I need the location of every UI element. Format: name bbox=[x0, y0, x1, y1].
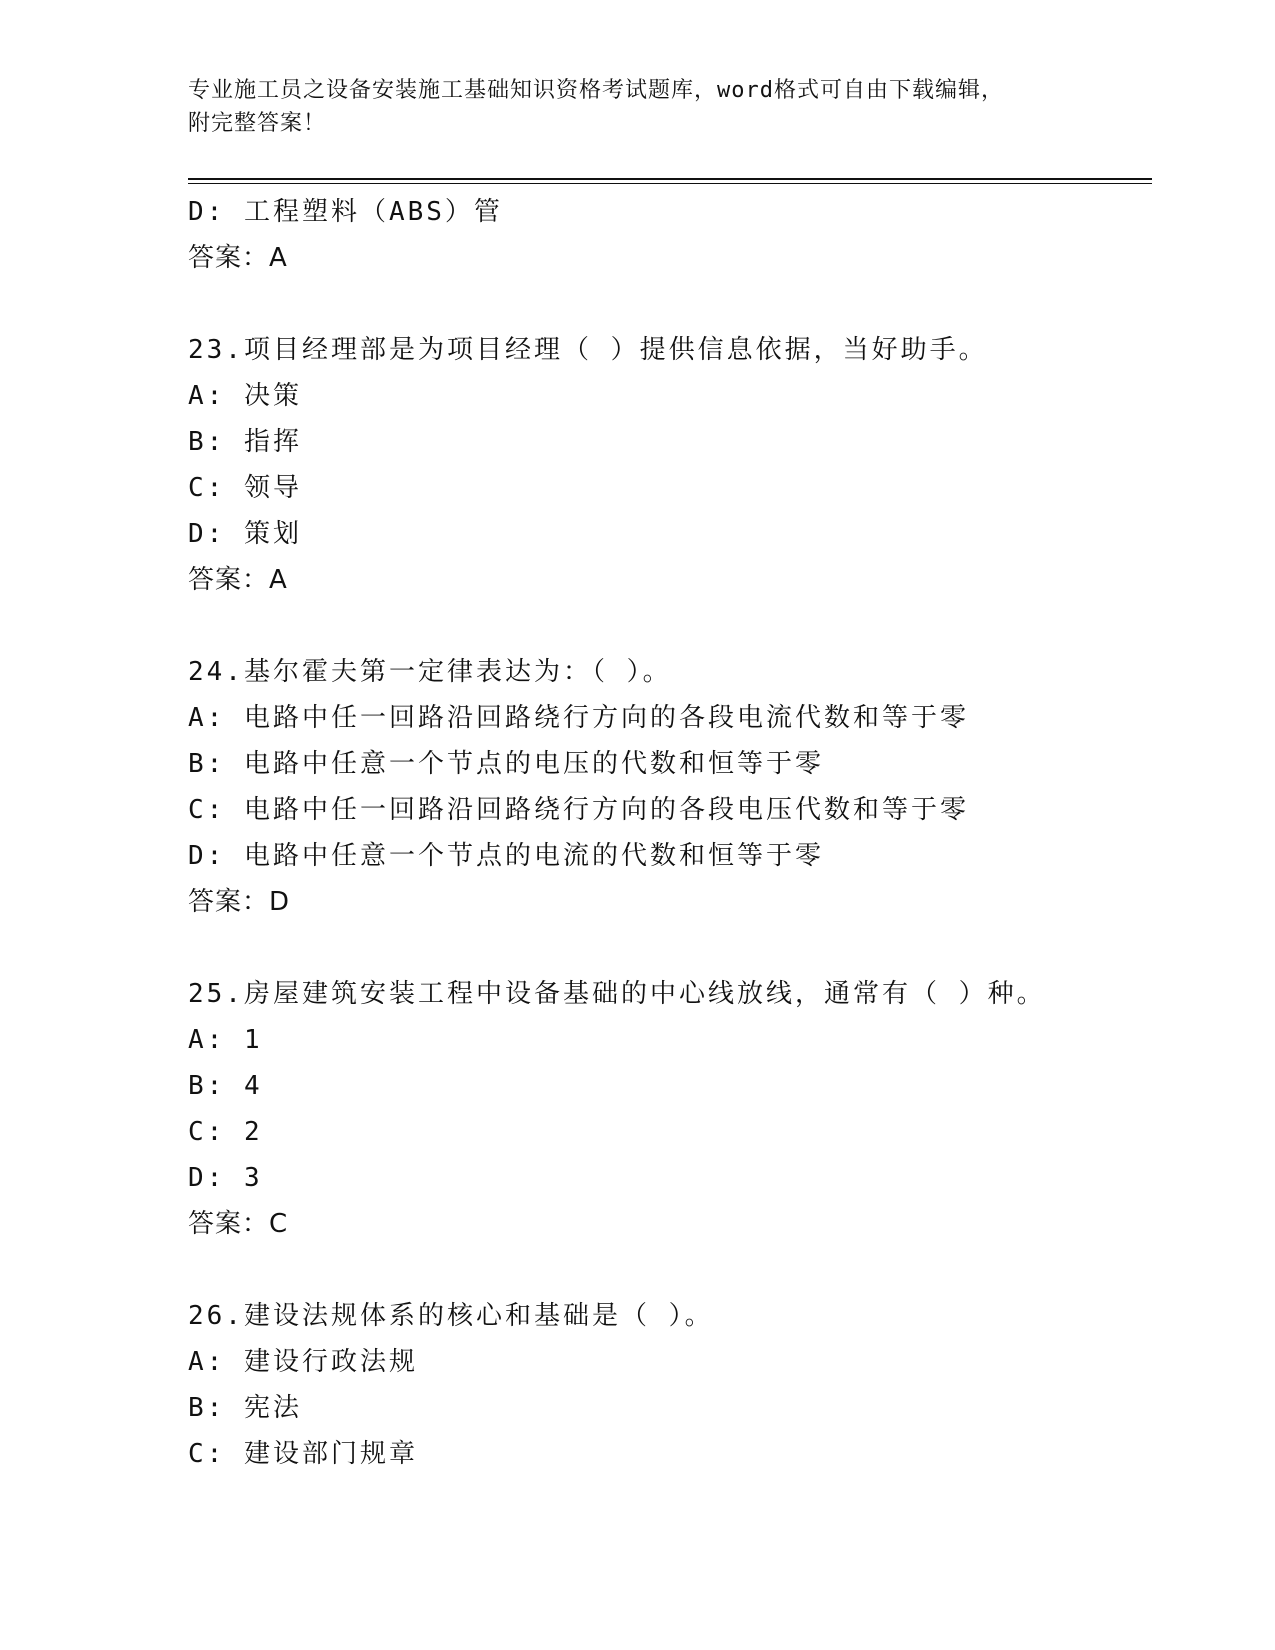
option-a: A: 决策 bbox=[188, 381, 302, 411]
option-d: D: 策划 bbox=[188, 519, 302, 549]
question-24 bbox=[188, 649, 1152, 925]
answer: 答案：A bbox=[188, 243, 288, 273]
spacer bbox=[188, 603, 1152, 649]
header-divider-thick bbox=[188, 178, 1152, 180]
header-divider-thin bbox=[188, 183, 1152, 184]
answer: 答案：A bbox=[188, 565, 288, 595]
question-list bbox=[188, 189, 1152, 1477]
spacer bbox=[188, 281, 1152, 327]
option-d: D: 电路中任意一个节点的电流的代数和恒等于零 bbox=[188, 841, 824, 871]
question-23 bbox=[188, 327, 1152, 603]
option-c: C: 电路中任一回路沿回路绕行方向的各段电压代数和等于零 bbox=[188, 795, 969, 825]
header-line-2: 附完整答案！ bbox=[188, 111, 327, 136]
option-d: D: 工程塑料（ABS）管 bbox=[188, 197, 503, 227]
spacer bbox=[188, 1247, 1152, 1293]
document-header bbox=[188, 74, 1068, 140]
answer: 答案：C bbox=[188, 1209, 289, 1239]
question-25 bbox=[188, 971, 1152, 1247]
header-line-1: 专业施工员之设备安装施工基础知识资格考试题库，word格式可自由下载编辑， bbox=[188, 78, 1004, 103]
option-a: A: 电路中任一回路沿回路绕行方向的各段电流代数和等于零 bbox=[188, 703, 969, 733]
option-b: B: 指挥 bbox=[188, 427, 302, 457]
question-stem: 23.项目经理部是为项目经理（ ）提供信息依据，当好助手。 bbox=[188, 335, 988, 365]
spacer bbox=[188, 925, 1152, 971]
option-a: A: 建设行政法规 bbox=[188, 1347, 418, 1377]
question-stem: 24.基尔霍夫第一定律表达为：（ ）。 bbox=[188, 657, 672, 687]
answer: 答案：D bbox=[188, 887, 291, 917]
question-26 bbox=[188, 1293, 1152, 1477]
question-stem: 25.房屋建筑安装工程中设备基础的中心线放线，通常有（ ）种。 bbox=[188, 979, 1046, 1009]
option-a: A: 1 bbox=[188, 1025, 263, 1055]
option-b: B: 电路中任意一个节点的电压的代数和恒等于零 bbox=[188, 749, 824, 779]
option-b: B: 4 bbox=[188, 1071, 263, 1101]
question-stem: 26.建设法规体系的核心和基础是（ ）。 bbox=[188, 1301, 714, 1331]
option-c: C: 2 bbox=[188, 1117, 263, 1147]
option-c: C: 建设部门规章 bbox=[188, 1439, 418, 1469]
option-c: C: 领导 bbox=[188, 473, 302, 503]
option-b: B: 宪法 bbox=[188, 1393, 302, 1423]
option-d: D: 3 bbox=[188, 1163, 263, 1193]
